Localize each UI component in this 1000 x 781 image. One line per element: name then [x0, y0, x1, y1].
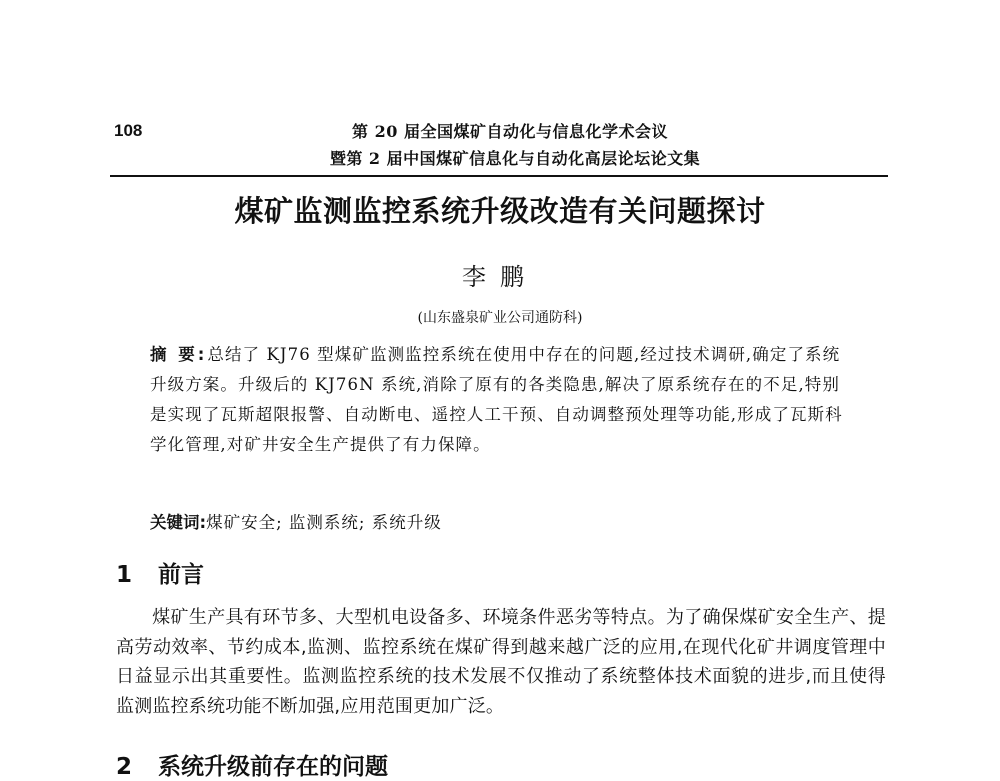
abstract: [150, 340, 850, 460]
keywords-label: 关键词:: [150, 513, 207, 532]
section-1-title: 前言: [158, 562, 204, 588]
section-2-title: 系统升级前存在的问题: [158, 754, 388, 780]
section-1-paragraph: [116, 603, 886, 721]
header-rule: [110, 175, 888, 177]
running-header-line2: 暨第 2 届中国煤矿信息化与自动化高层论坛论文集: [329, 149, 701, 168]
section-1-paragraph-text: 煤矿生产具有环节多、大型机电设备多、环境条件恶劣等特点。为了确保煤矿安全生产、提高劳动效率、节约成本,监测、监控系统在煤矿得到越来越广泛的应用,在现代化矿井调度管理中日益显示出其重要性。监测监控系统的技术发展不仅推动了系统整体技术面貌的进步,而且使得监测监控系统功能不断加强,应用范围更加广泛。: [116, 607, 886, 717]
section-1-heading: [116, 556, 204, 589]
abstract-text: 总结了 KJ76 型煤矿监测监控系统在使用中存在的问题,经过技术调研,确定了系统升级方案。升级后的 KJ76N 系统,消除了原有的各类隐患,解决了原系统存在的不足,特别是实现了瓦斯超限报警、自动断电、遥控人工干预、自动调整预处理等功能,形成了瓦斯科学化管理,对矿井安全生产提供了有力保障。: [150, 345, 843, 454]
section-2-heading: [116, 748, 388, 781]
section-2-number: 2: [116, 754, 133, 780]
paper-author: 李鹏: [462, 263, 538, 291]
paper-title: 煤矿监测监控系统升级改造有关问题探讨: [234, 194, 766, 228]
page-number: 108: [114, 121, 143, 140]
abstract-label: 摘 要:: [150, 345, 208, 364]
section-1-number: 1: [116, 562, 133, 588]
keywords: [150, 509, 850, 533]
keywords-text: 煤矿安全; 监测系统; 系统升级: [206, 513, 442, 532]
running-header-line1: 第 20 届全国煤矿自动化与信息化学术会议: [352, 122, 668, 141]
paper-affiliation: (山东盛泉矿业公司通防科): [417, 310, 583, 326]
